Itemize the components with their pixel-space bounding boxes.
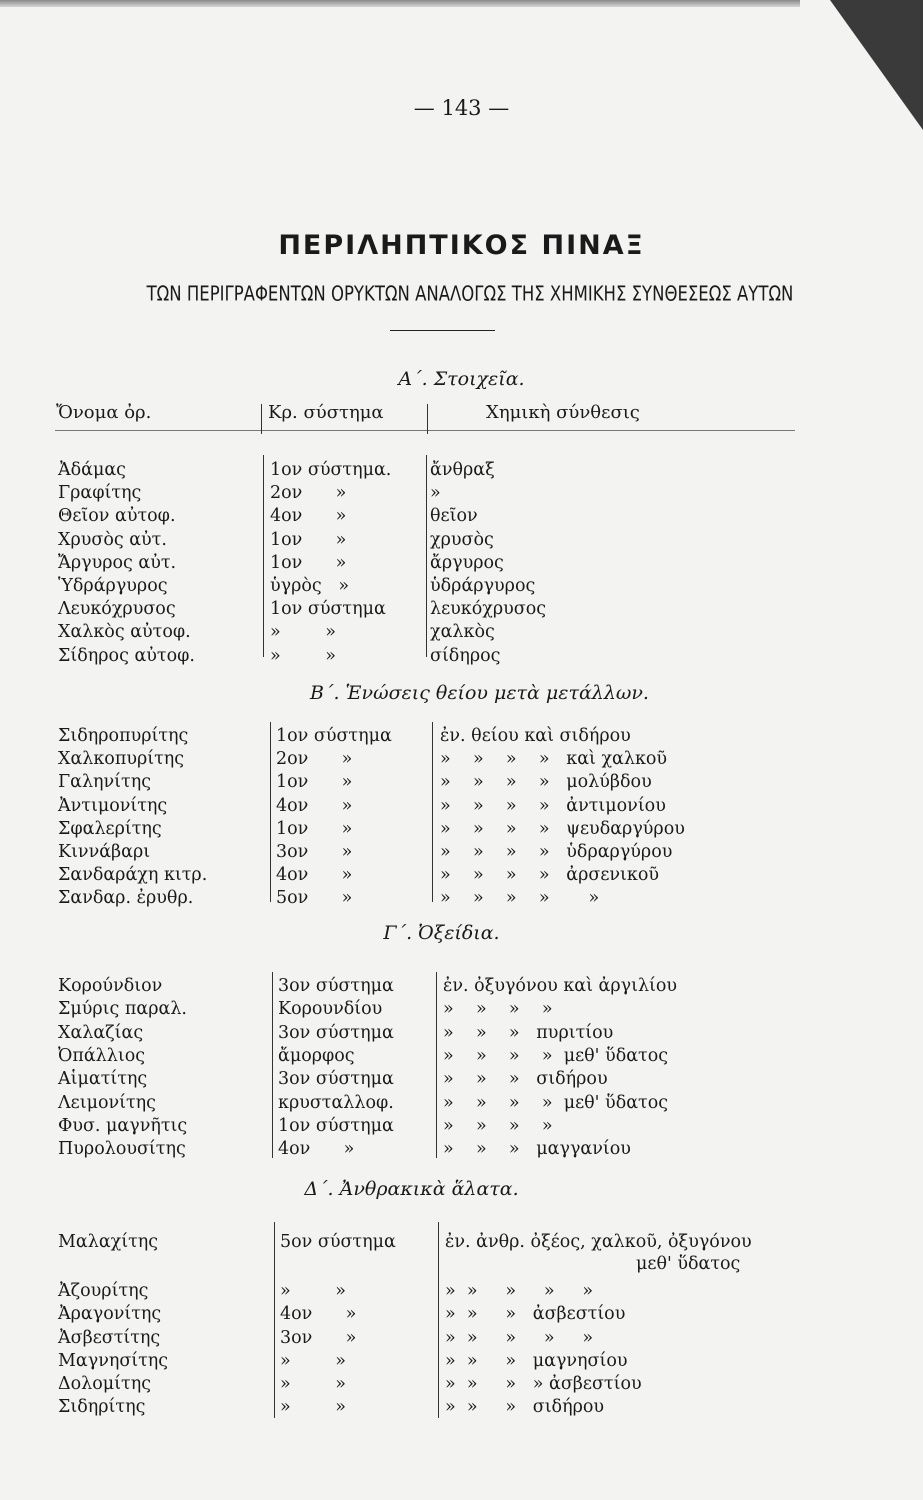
crystal-system: 4ον »: [280, 1304, 357, 1325]
mineral-name: Κορούνδιον: [58, 976, 163, 996]
crystal-system: 1ον σύστημα: [276, 726, 392, 746]
column-header-composition: Χημικὴ σύνθεσις: [486, 402, 640, 423]
crystal-system: 1ον σύστημα: [278, 1115, 394, 1136]
table-row: [0, 997, 923, 1021]
crystal-system: 5ον σύστημα: [280, 1232, 396, 1252]
table-row: [0, 551, 923, 575]
chemical-composition: ἐν. ὀξυγόνου καὶ ἀργιλίου: [443, 976, 678, 996]
table-row: [0, 886, 923, 910]
mineral-name: Ἀδάμας: [58, 460, 126, 480]
mineral-name: Λευκόχρυσος: [58, 599, 176, 620]
chemical-composition: ἄνθραξ: [430, 460, 495, 480]
table-row: [0, 1302, 923, 1326]
crystal-system: » »: [280, 1350, 346, 1371]
table-row: [0, 840, 923, 864]
chemical-composition: » » » »: [443, 1115, 553, 1136]
crystal-system: 3ον »: [276, 842, 353, 862]
chemical-composition: » » » σιδήρου: [443, 1069, 608, 1090]
table-row: [0, 817, 923, 841]
table-row: [0, 1044, 923, 1068]
chemical-composition: » » » »: [443, 999, 553, 1020]
chemical-composition: χρυσὸς: [430, 529, 494, 550]
crystal-system: » »: [280, 1281, 346, 1302]
chemical-composition: » » » » ψευδαργύρου: [440, 818, 685, 839]
table-subtitle: ΤΩΝ ΠΕΡΙΓΡΑΦΕΝΤΩΝ ΟΡΥΚΤΩΝ ΑΝΑΛΟΓΩΣ ΤΗΣ ΧΗΜΙΚΗΣ ΣΥΝΘΕΣΕΩΣ ΑΥΤΩΝ: [146, 281, 794, 306]
crystal-system: 2ον »: [270, 483, 347, 504]
chemical-composition: » » » » μεθ' ὕδατος: [443, 1092, 669, 1113]
mineral-name: Σίδηρος αὐτοφ.: [58, 645, 195, 666]
table-row: [0, 1326, 923, 1350]
section-heading-b: Β΄. Ἑνώσεις θείου μετὰ μετάλλων.: [310, 682, 649, 704]
mineral-name: Χαλκὸς αὐτοφ.: [58, 622, 191, 643]
table-row: [0, 1349, 923, 1373]
crystal-system: 3ον σύστημα: [278, 1022, 394, 1043]
chemical-composition: λευκόχρυσος: [430, 599, 547, 620]
chemical-composition: » » » » ἀσβεστίου: [445, 1374, 642, 1394]
mineral-name: Λειμονίτης: [58, 1092, 156, 1113]
chemical-composition: » » » ἀσβεστίου: [445, 1304, 626, 1325]
mineral-name: Χαλαζίας: [58, 1022, 144, 1043]
crystal-system: 2ον »: [276, 749, 353, 770]
crystal-system: 4ον »: [276, 795, 353, 816]
title-rule: [390, 330, 495, 331]
mineral-name: Γραφίτης: [58, 483, 142, 504]
crystal-system: » »: [280, 1374, 346, 1394]
mineral-name: Κιννάβαρι: [58, 842, 151, 862]
table-row: [0, 1114, 923, 1138]
table-row: [0, 528, 923, 552]
chemical-composition: » » » » »: [440, 888, 600, 909]
crystal-system: 3ον σύστημα: [278, 1069, 394, 1090]
mineral-name: Χρυσὸς αὐτ.: [58, 529, 167, 550]
chemical-composition: χαλκὸς: [430, 622, 495, 643]
table-row: [0, 1230, 923, 1274]
crystal-system: » »: [270, 622, 336, 643]
table-row: [0, 481, 923, 505]
chemical-composition: ὑδράργυρος: [430, 576, 536, 596]
table-row: [0, 574, 923, 598]
mineral-name: Ἀσβεστίτης: [58, 1327, 161, 1348]
mineral-name: Σιδηρίτης: [58, 1397, 146, 1418]
mineral-name: Μαλαχίτης: [58, 1232, 159, 1252]
chemical-composition: ἐν. θείου καὶ σιδήρου: [440, 726, 631, 746]
chemical-composition: »: [430, 483, 441, 504]
header-divider: [427, 404, 428, 434]
table-row: [0, 1067, 923, 1091]
table-row: [0, 644, 923, 668]
table-row: [0, 1279, 923, 1303]
crystal-system: 1ον »: [270, 552, 347, 573]
crystal-system: 1ον »: [270, 529, 347, 550]
table-row: [0, 974, 923, 998]
table-row: [0, 1021, 923, 1045]
table-row: [0, 863, 923, 887]
table-row: [0, 597, 923, 621]
table-row: [0, 1091, 923, 1115]
crystal-system: ἄμορφος: [278, 1045, 355, 1066]
chemical-composition: » » » » καὶ χαλκοῦ: [440, 749, 668, 770]
chemical-composition: » » » » μεθ' ὕδατος: [443, 1045, 669, 1066]
crystal-system: 3ον σύστημα: [278, 976, 394, 996]
chemical-composition: » » » μαγνησίου: [445, 1350, 628, 1371]
crystal-system: » »: [280, 1397, 346, 1418]
chemical-composition: » » » μαγγανίου: [443, 1139, 631, 1160]
table-row: [0, 620, 923, 644]
scan-edge: [0, 0, 800, 7]
mineral-name: Ὀπάλλιος: [58, 1045, 146, 1066]
mineral-name: Μαγνησίτης: [58, 1350, 169, 1371]
mineral-name: Ἀντιμονίτης: [58, 795, 168, 816]
chemical-composition: σίδηρος: [430, 645, 501, 666]
chemical-composition: » » » » μολύβδου: [440, 772, 652, 793]
crystal-system: Κορουνδίου: [278, 999, 383, 1020]
table-row: [0, 770, 923, 794]
mineral-name: Γαληνίτης: [58, 772, 152, 793]
table-row: [0, 504, 923, 528]
chemical-composition: » » » σιδήρου: [445, 1397, 605, 1418]
table-row: [0, 1137, 923, 1161]
mineral-name: Ἄργυρος αὐτ.: [58, 552, 177, 573]
mineral-name: Σφαλερίτης: [58, 818, 162, 839]
chemical-composition: ἄργυρος: [430, 552, 504, 573]
mineral-name: Σιδηροπυρίτης: [58, 726, 189, 746]
chemical-composition: » » » » »: [445, 1327, 594, 1348]
column-header-system: Κρ. σύστημα: [268, 402, 384, 423]
header-divider: [261, 404, 262, 434]
chemical-composition-continued: μεθ' ὕδατος: [636, 1254, 741, 1274]
mineral-name: Αἱματίτης: [58, 1069, 148, 1090]
crystal-system: κρυσταλλοφ.: [278, 1092, 394, 1113]
crystal-system: 3ον »: [280, 1327, 357, 1348]
crystal-system: 4ον »: [276, 865, 353, 886]
crystal-system: ὑγρὸς »: [270, 576, 350, 596]
section-heading-d: Δ΄. Ἀνθρακικὰ ἅλατα.: [304, 1178, 519, 1200]
section-heading-c: Γ΄. Ὀξείδια.: [383, 922, 500, 944]
section-heading-a: Α΄. Στοιχεῖα.: [398, 368, 525, 390]
mineral-name: Χαλκοπυρίτης: [58, 749, 185, 770]
table-row: [0, 724, 923, 748]
mineral-name: Σανδαρ. ἐρυθρ.: [58, 888, 194, 909]
mineral-name: Πυρολουσίτης: [58, 1139, 186, 1160]
table-row: [0, 1395, 923, 1419]
table-row: [0, 747, 923, 771]
crystal-system: 1ον σύστημα: [270, 599, 386, 620]
table-row: [0, 458, 923, 482]
header-rule: [55, 430, 795, 431]
mineral-name: Σμύρις παραλ.: [58, 999, 187, 1020]
chemical-composition: » » » » ὑδραργύρου: [440, 842, 673, 862]
mineral-name: Ἀραγονίτης: [58, 1304, 162, 1325]
crystal-system: 1ον σύστημα.: [270, 460, 392, 480]
page-number: — 143 —: [413, 96, 510, 120]
chemical-composition: θεῖον: [430, 506, 478, 527]
crystal-system: 4ον »: [270, 506, 347, 527]
crystal-system: 1ον »: [276, 818, 353, 839]
chemical-composition: ἐν. ἀνθρ. ὀξέος, χαλκοῦ, ὀξυγόνου: [445, 1232, 752, 1252]
mineral-name: Ἀζουρίτης: [58, 1281, 149, 1302]
chemical-composition: » » » πυριτίου: [443, 1022, 614, 1043]
chemical-composition: » » » » ἀντιμονίου: [440, 795, 666, 816]
crystal-system: » »: [270, 645, 336, 666]
mineral-name: Θεῖον αὐτοφ.: [58, 506, 176, 527]
chemical-composition: » » » » ἀρσενικοῦ: [440, 865, 659, 886]
table-row: [0, 794, 923, 818]
crystal-system: 5ον »: [276, 888, 353, 909]
mineral-name: Ὑδράργυρος: [58, 576, 168, 596]
table-title: ΠΕΡΙΛΗΠΤΙΚΟΣ ΠΙΝΑΞ: [278, 230, 645, 261]
crystal-system: 1ον »: [276, 772, 353, 793]
chemical-composition: » » » » »: [445, 1281, 594, 1302]
mineral-name: Σανδαράχη κιτρ.: [58, 865, 208, 886]
table-row: [0, 1372, 923, 1396]
mineral-name: Φυσ. μαγνῆτις: [58, 1115, 188, 1136]
mineral-name: Δολομίτης: [58, 1374, 152, 1394]
column-header-name: Ὄνομα ὀρ.: [56, 402, 152, 423]
crystal-system: 4ον »: [278, 1139, 355, 1160]
